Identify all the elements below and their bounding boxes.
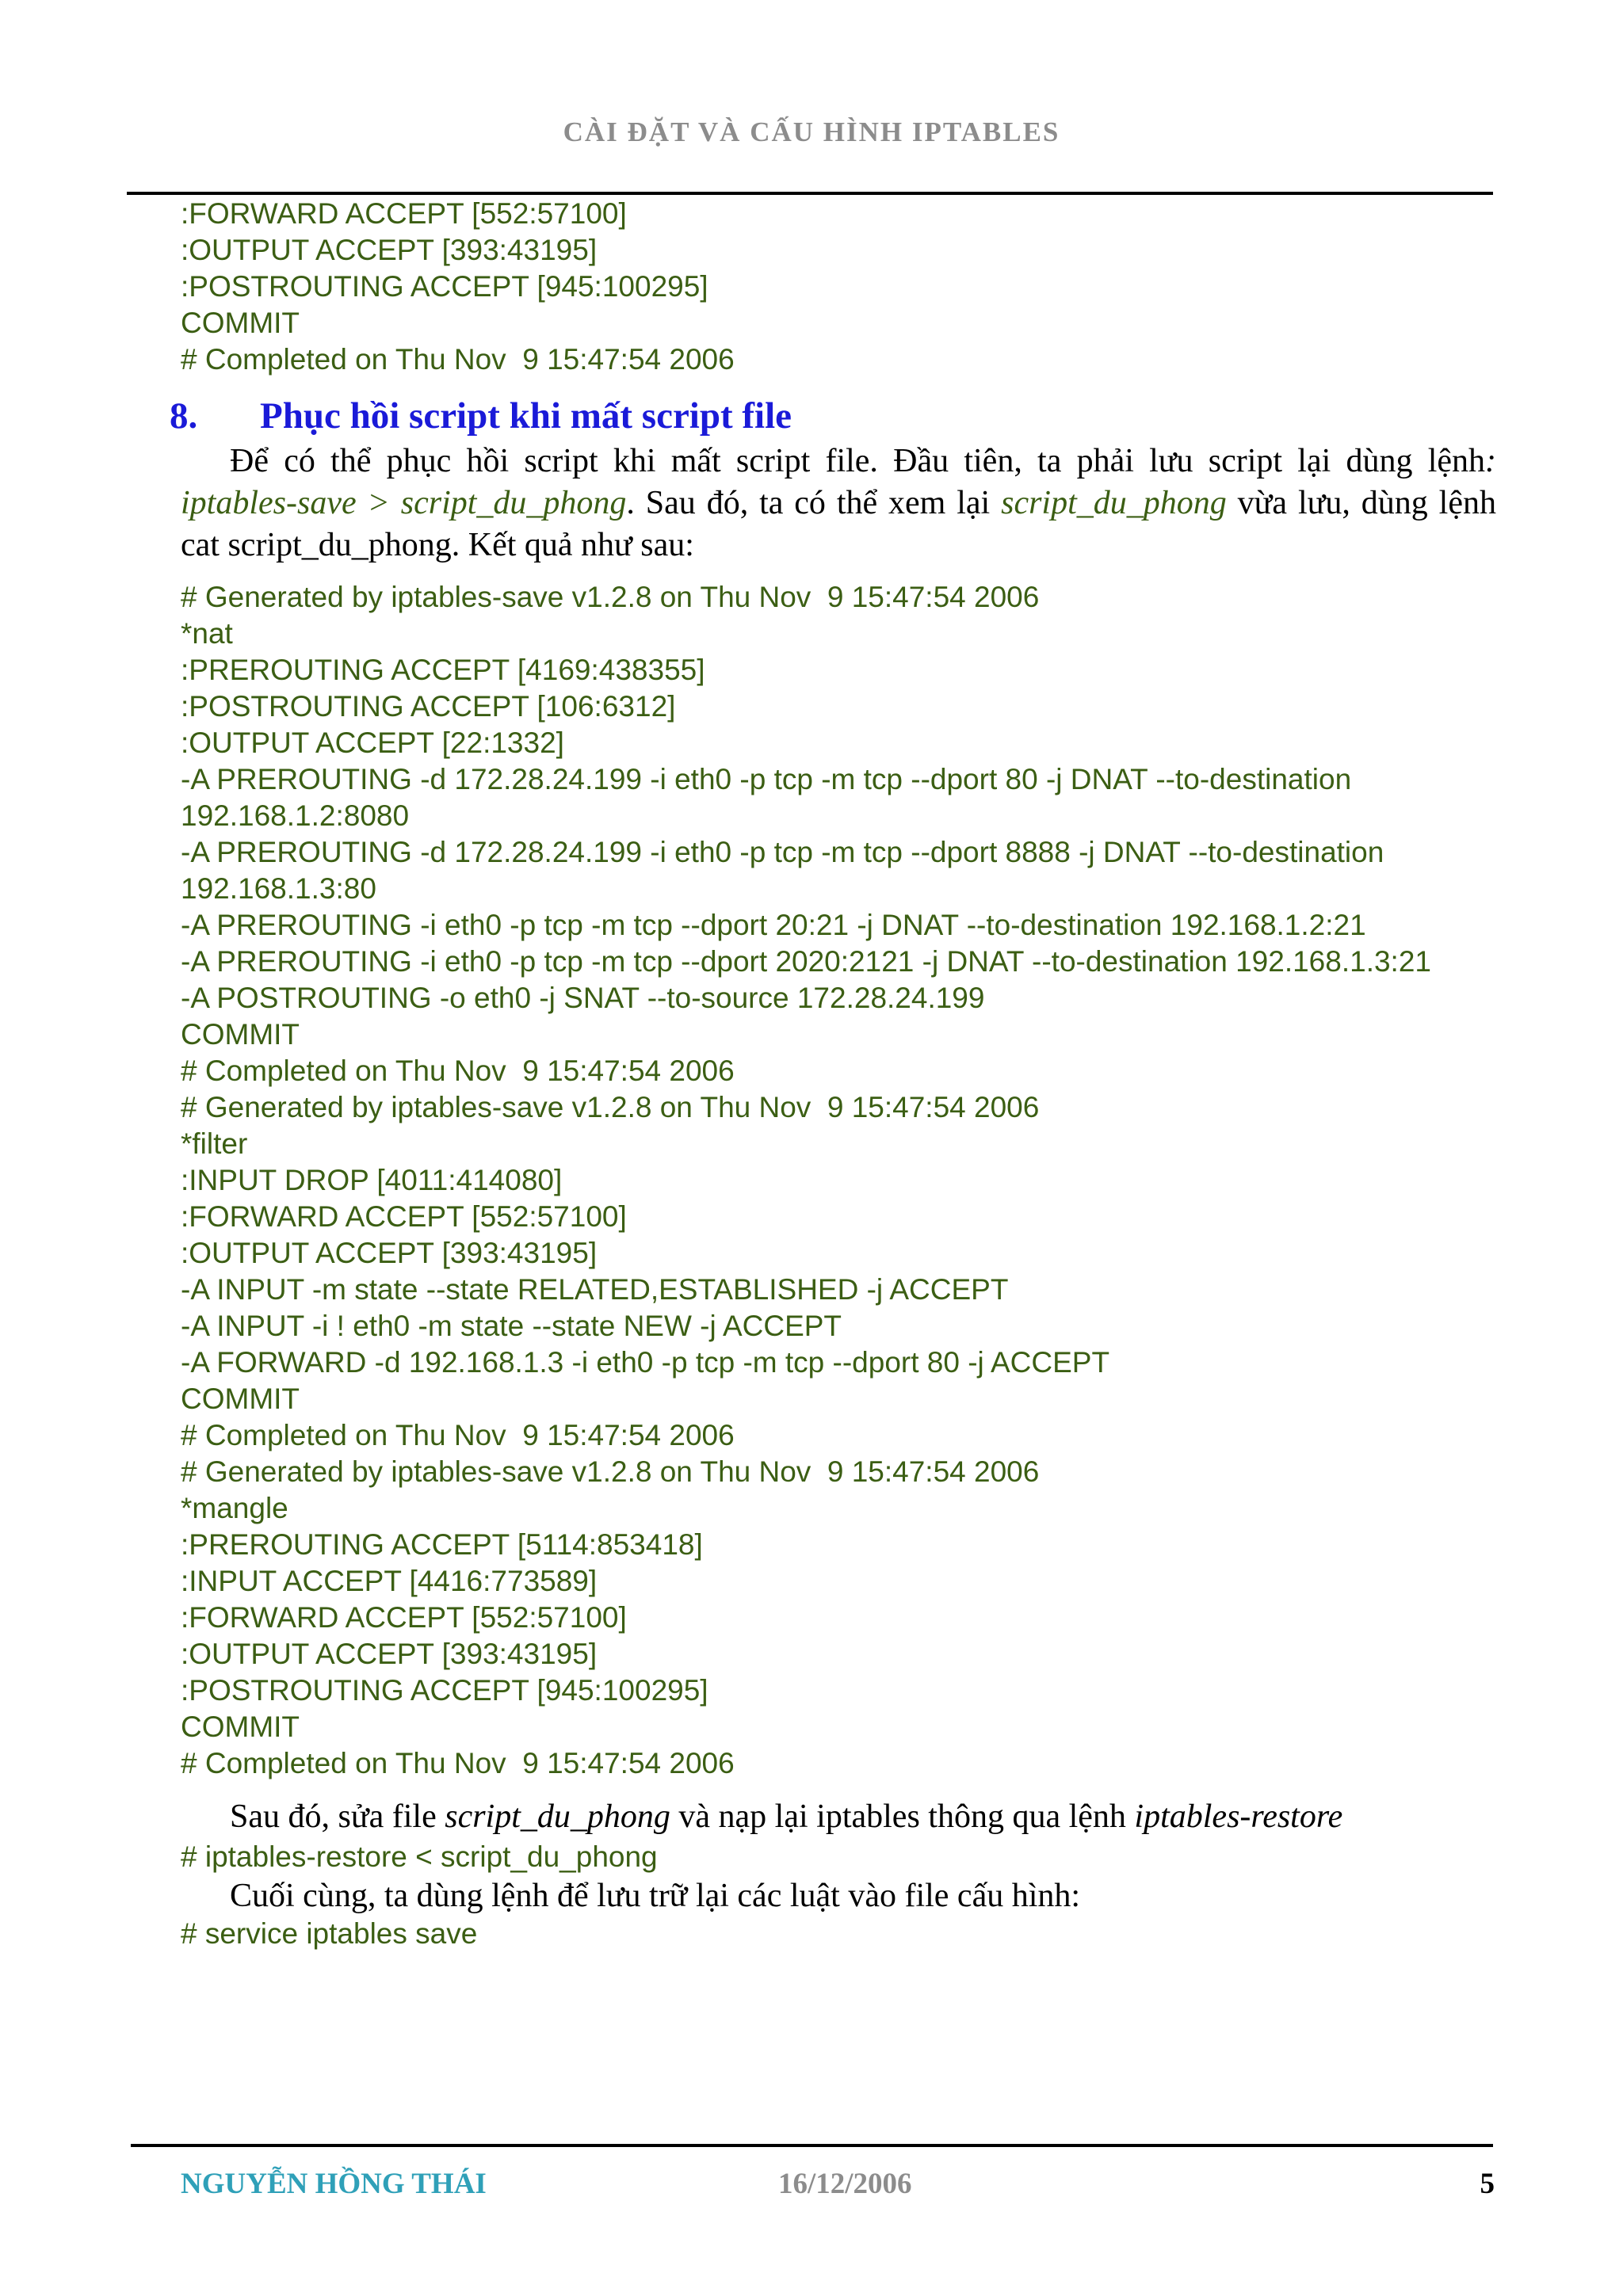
restore-command: iptables-restore (1134, 1798, 1343, 1835)
restore-paragraph (181, 1796, 1496, 1838)
intro-text-1: Để có thể phục hồi script khi mất script file. Đầu tiên, ta phải lưu script lại dùng lệnh (230, 443, 1485, 479)
section-title: Phục hồi script khi mất script file (260, 395, 792, 437)
code-line: # service iptables save (181, 1917, 478, 1950)
code-line: *mangle (181, 1492, 288, 1524)
code-line: :POSTROUTING ACCEPT [945:100295] (181, 1674, 708, 1707)
footer-author: NGUYỄN HỒNG THÁI (181, 2168, 487, 2200)
restore-file: script_du_phong (445, 1798, 670, 1835)
code-line: :INPUT ACCEPT [4416:773589] (181, 1565, 598, 1597)
code-line: # Completed on Thu Nov 9 15:47:54 2006 (181, 1419, 735, 1451)
code-line: :POSTROUTING ACCEPT [945:100295] (181, 270, 708, 303)
code-line: COMMIT (181, 1711, 300, 1743)
code-line: :OUTPUT ACCEPT [393:43195] (181, 1638, 598, 1670)
code-line: :OUTPUT ACCEPT [393:43195] (181, 1237, 598, 1269)
save-paragraph (181, 1875, 1496, 1917)
page-number: 5 (1480, 2168, 1495, 2200)
page-header-title: CÀI ĐẶT VÀ CẤU HÌNH IPTABLES (563, 116, 1060, 147)
code-line: -A PREROUTING -i eth0 -p tcp -m tcp --dport 20:21 -j DNAT --to-destination 192.168.1.2:21 (181, 909, 1366, 941)
code-line: :PREROUTING ACCEPT [4169:438355] (181, 654, 705, 686)
code-line: COMMIT (181, 1383, 300, 1415)
code-line: # Completed on Thu Nov 9 15:47:54 2006 (181, 1055, 735, 1087)
code-line: 192.168.1.2:8080 (181, 799, 410, 832)
section-number: 8. (170, 395, 198, 437)
code-line: # iptables-restore < script_du_phong (181, 1840, 658, 1873)
footer-divider (131, 2144, 1493, 2147)
intro-file: script_du_phong (1001, 485, 1227, 521)
code-line: :FORWARD ACCEPT [552:57100] (181, 1200, 627, 1233)
restore-text-1: Sau đó, sửa file (230, 1798, 445, 1835)
code-line: # Generated by iptables-save v1.2.8 on Thu Nov 9 15:47:54 2006 (181, 1091, 1040, 1123)
code-line: :PREROUTING ACCEPT [5114:853418] (181, 1528, 703, 1561)
save-code-block (181, 1916, 477, 1952)
intro-text-3: vừa lưu, dùng lệnh cat script_du_phong. Kết quả như sau: (181, 485, 1496, 563)
code-line: *nat (181, 617, 233, 650)
code-line: # Generated by iptables-save v1.2.8 on Thu Nov 9 15:47:54 2006 (181, 581, 1040, 613)
save-text: Cuối cùng, ta dùng lệnh để lưu trữ lại các luật vào file cấu hình: (230, 1878, 1081, 1914)
code-line: -A PREROUTING -d 172.28.24.199 -i eth0 -p tcp -m tcp --dport 8888 -j DNAT --to-destination (181, 836, 1384, 868)
code-line: :INPUT DROP [4011:414080] (181, 1164, 563, 1196)
intro-colon: : (1485, 443, 1496, 479)
code-line: *filter (181, 1127, 248, 1160)
section-heading (170, 394, 792, 438)
code-line: :FORWARD ACCEPT [552:57100] (181, 197, 627, 230)
code-line: # Completed on Thu Nov 9 15:47:54 2006 (181, 343, 735, 376)
code-line: COMMIT (181, 307, 300, 339)
code-line: -A POSTROUTING -o eth0 -j SNAT --to-source 172.28.24.199 (181, 982, 985, 1014)
restore-code-block (181, 1839, 658, 1875)
intro-text-2: . Sau đó, ta có thể xem lại (626, 485, 1002, 521)
code-line: # Completed on Thu Nov 9 15:47:54 2006 (181, 1747, 735, 1779)
top-code-block (181, 196, 735, 378)
restore-text-2: và nạp lại iptables thông qua lệnh (670, 1798, 1135, 1835)
code-line: -A FORWARD -d 192.168.1.3 -i eth0 -p tcp -m tcp --dport 80 -j ACCEPT (181, 1346, 1110, 1379)
code-line: -A INPUT -m state --state RELATED,ESTABLISHED -j ACCEPT (181, 1273, 1009, 1306)
code-line: COMMIT (181, 1018, 300, 1051)
code-line: :OUTPUT ACCEPT [22:1332] (181, 727, 564, 759)
intro-command: iptables-save > script_du_phong (181, 485, 627, 521)
footer-date: 16/12/2006 (778, 2168, 912, 2200)
code-line: :FORWARD ACCEPT [552:57100] (181, 1601, 627, 1634)
header-divider (127, 192, 1493, 195)
code-line: -A INPUT -i ! eth0 -m state --state NEW -j ACCEPT (181, 1310, 842, 1342)
intro-paragraph (181, 441, 1496, 566)
code-line: # Generated by iptables-save v1.2.8 on Thu Nov 9 15:47:54 2006 (181, 1455, 1040, 1488)
code-line: 192.168.1.3:80 (181, 872, 376, 905)
code-line: :POSTROUTING ACCEPT [106:6312] (181, 690, 676, 723)
main-code-block (181, 579, 1431, 1782)
code-line: -A PREROUTING -d 172.28.24.199 -i eth0 -p tcp -m tcp --dport 80 -j DNAT --to-destination (181, 763, 1352, 795)
code-line: :OUTPUT ACCEPT [393:43195] (181, 234, 598, 266)
code-line: -A PREROUTING -i eth0 -p tcp -m tcp --dport 2020:2121 -j DNAT --to-destination 192.168.1.3:21 (181, 945, 1431, 978)
